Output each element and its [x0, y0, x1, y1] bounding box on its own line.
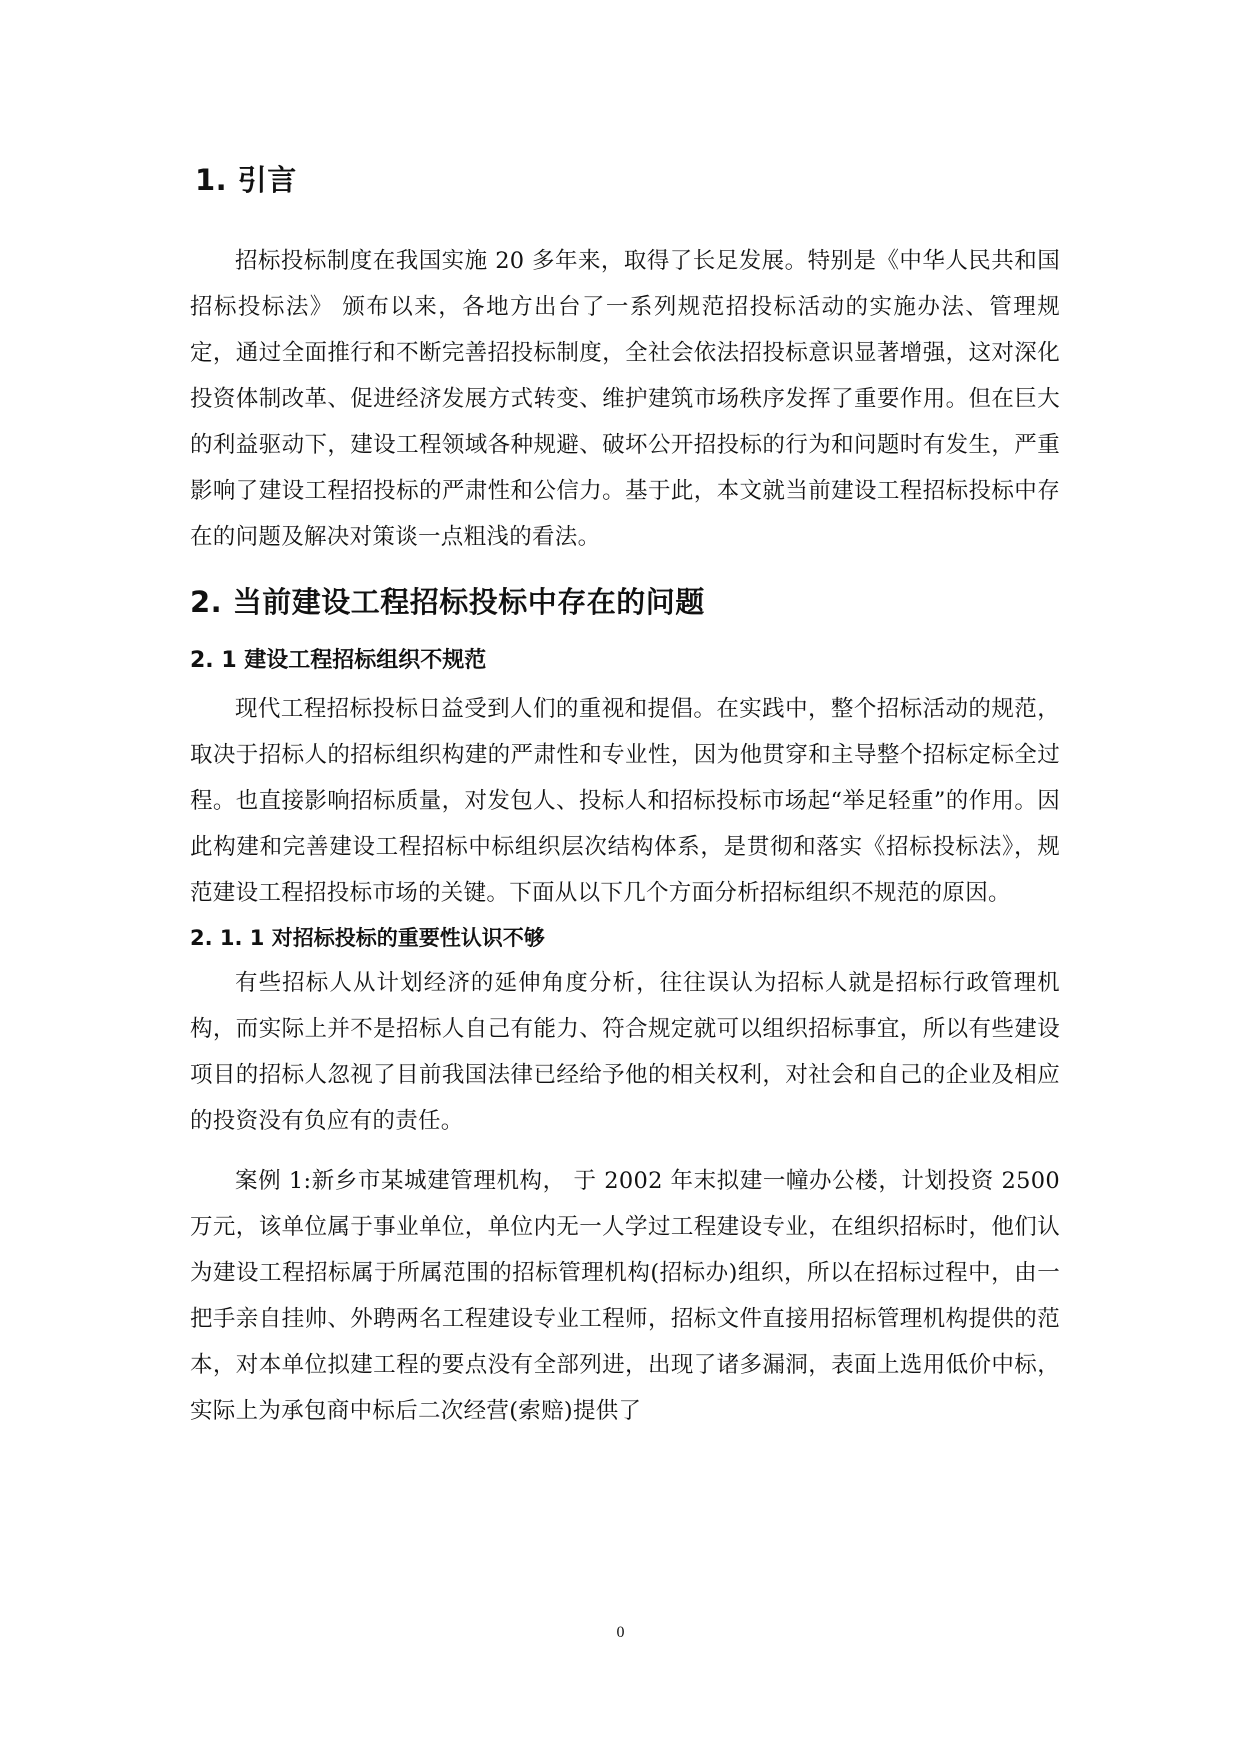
- page-content: [190, 160, 1060, 1434]
- page-number: 0: [616, 1624, 625, 1641]
- subsection-heading-2-1-1: 2. 1. 1 对招标投标的重要性认识不够: [190, 926, 545, 950]
- section-heading-problems: 2. 当前建设工程招标投标中存在的问题: [190, 585, 705, 619]
- subsection-2-1-paragraph: 现代工程招标投标日益受到人们的重视和提倡。在实践中，整个招标活动的规范，取决于招标人的招标组织构建的严肃性和专业性，因为他贯穿和主导整个招标定标全过程。也直接影响招标质量，对发包人、投标人和招标投标市场起“举足轻重”的作用。因此构建和完善建设工程招标中标组织层次结构体系，是贯彻和落实《招标投标法》，规范建设工程招投标市场的关键。下面从以下几个方面分析招标组织不规范的原因。: [190, 696, 1060, 906]
- case-study-paragraph: 案例 1:新乡市某城建管理机构， 于 2002 年末拟建一幢办公楼，计划投资 2500 万元，该单位属于事业单位，单位内无一人学过工程建设专业，在组织招标时，他们认为建设工程招标属于所属范围的招标管理机构(招标办)组织，所以在招标过程中，由一把手亲自挂帅、外聘两名工程建设专业工程师，招标文件直接用招标管理机构提供的范本，对本单位拟建工程的要点没有全部列进，出现了诸多漏洞，表面上选用低价中标，实际上为承包商中标后二次经营(索赔)提供了: [190, 1168, 1060, 1424]
- subsection-2-1-1-paragraph: 有些招标人从计划经济的延伸角度分析，往往误认为招标人就是招标行政管理机构，而实际上并不是招标人自己有能力、符合规定就可以组织招标事宜，所以有些建设项目的招标人忽视了目前我国法律已经给予他的相关权利，对社会和自己的企业及相应的投资没有负应有的责任。: [190, 970, 1060, 1134]
- subsection-heading-2-1: 2. 1 建设工程招标组织不规范: [190, 648, 487, 673]
- introduction-paragraph: 招标投标制度在我国实施 20 多年来，取得了长足发展。特别是《中华人民共和国招标投标法》 颁布以来，各地方出台了一系列规范招投标活动的实施办法、管理规定，通过全面推行和不断完善招投标制度，全社会依法招投标意识显著增强，这对深化投资体制改革、促进经济发展方式转变、维护建筑市场秩序发挥了重要作用。但在巨大的利益驱动下，建设工程领域各种规避、破坏公开招投标的行为和问题时有发生，严重影响了建设工程招投标的严肃性和公信力。基于此，本文就当前建设工程招标投标中存在的问题及解决对策谈一点粗浅的看法。: [190, 248, 1060, 550]
- section-heading-introduction: 1. 引言: [195, 163, 297, 197]
